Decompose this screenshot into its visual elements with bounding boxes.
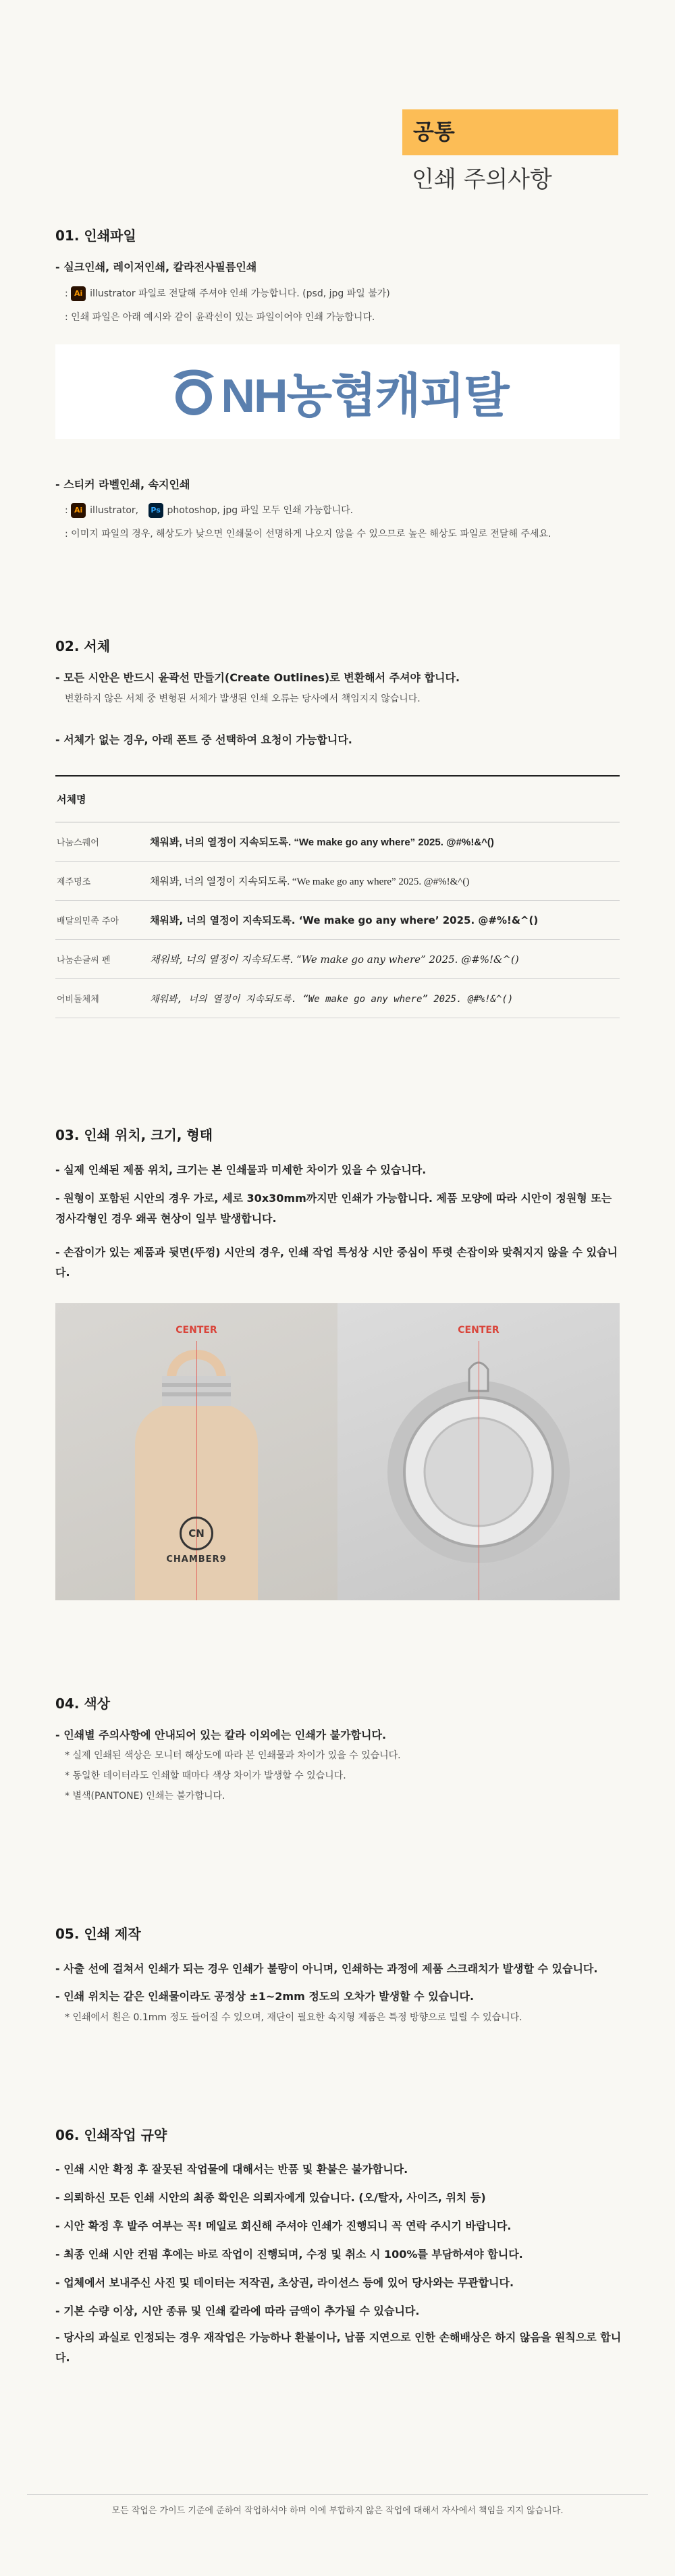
font-row [55,979,620,1018]
s3-bullet-2: - 원형이 포함된 시안의 경우 가로, 세로 30x30mm까지만 인쇄가 가능합니다. 제품 모양에 따라 시안이 정원형 또는 정사각형인 경우 왜곡 현상이 일부 발생합니다. [55,1192,612,1225]
s6-item: - 의뢰하신 모든 인쇄 시안의 최종 확인은 의뢰자에게 있습니다. (오/탈자, 사이즈, 위치 등) [55,2191,486,2204]
section-4-title: 04. 색상 [55,1696,111,1712]
header-badge [402,109,618,155]
center-label: CENTER [176,1325,217,1336]
section-1-title: 01. 인쇄파일 [55,228,136,244]
font-row [55,862,620,901]
s2-note-1: 변환하지 않은 서체 중 변형된 서체가 발생된 인쇄 오류는 당사에서 책임지지 않습니다. [65,693,421,704]
s1-note-4: : 이미지 파일의 경우, 해상도가 낮으면 인쇄물이 선명하게 나오지 않을 수 있으므로 높은 해상도 파일로 전달해 주세요. [65,529,551,540]
font-sample: 채워봐, 너의 열정이 지속되도록. “We make go any where” 2025. @#%!&^() [150,837,494,848]
s5-note-1: * 인쇄에서 흰은 0.1mm 정도 들어질 수 있으며, 재단이 필요한 속지형 제품은 특정 방향으로 밀릴 수 있습니다. [65,2012,522,2023]
s1-note-1 [65,286,390,301]
section-3-title: 03. 인쇄 위치, 크기, 형태 [55,1127,213,1143]
s1-note-3-b: photoshop, jpg 파일 모두 인쇄 가능합니다. [167,505,354,516]
s3-bullet-1: - 실제 인쇄된 제품 위치, 크기는 본 인쇄물과 미세한 차이가 있을 수 있습니다. [55,1163,427,1176]
s6-item: - 업체에서 보내주신 사진 및 데이터는 저작권, 초상권, 라이선스 등에 있어 당사와는 무관합니다. [55,2276,514,2289]
bottle-front-photo [55,1303,338,1600]
font-name: 배달의민족 주아 [57,916,119,926]
s4-note-2: * 동일한 데이터라도 인쇄할 때마다 색상 차이가 발생할 수 있습니다. [65,1770,346,1781]
section-2-title: 02. 서체 [55,638,111,654]
font-row [55,940,620,979]
font-table [55,775,620,1018]
example-logo-text: NH농협캐피탈 [221,369,508,422]
font-sample: 채워봐, 너의 열정이 지속되도록. ‘We make go any where’ 2025. @#%!&^() [150,914,539,926]
s1-bullet-2: - 스티커 라벨인쇄, 속지인쇄 [55,478,190,491]
s2-bullet-1: - 모든 시안은 반드시 윤곽선 만들기(Create Outlines)로 변환해서 주셔야 합니다. [55,671,460,684]
s5-bullet-1: - 사출 선에 걸쳐서 인쇄가 되는 경우 인쇄가 불량이 아니며, 인쇄하는 과정에 제품 스크래치가 발생할 수 있습니다. [55,1962,598,1975]
footer-text: 모든 작업은 가이드 기준에 준하여 작업하셔야 하며 이에 부합하지 않은 작업에 대해서 자사에서 책임을 지지 않습니다. [111,2506,564,2516]
font-name: 나눔스퀘어 [57,838,99,848]
s2-bullet-2: - 서체가 없는 경우, 아래 폰트 중 선택하여 요청이 가능합니다. [55,733,352,746]
s6-item: - 최종 인쇄 시안 컨펌 후에는 바로 작업이 진행되며, 수정 및 취소 시 100%를 부담하셔야 합니다. [55,2248,523,2261]
s6-item: - 인쇄 시안 확정 후 잘못된 작업물에 대해서는 반품 및 환불은 불가합니다. [55,2163,408,2176]
footer-divider [27,2494,648,2495]
bottle-lid-photo [338,1303,620,1600]
header-subtitle: 인쇄 주의사항 [412,166,552,193]
font-name: 어비돌체체 [57,995,99,1005]
s6-item: - 기본 수량 이상, 시안 종류 및 인쇄 칼라에 따라 금액이 추가될 수 있습니다. [55,2305,420,2317]
s6-item: - 당사의 과실로 인정되는 경우 재작업은 가능하나 환불이나, 납품 지연으로 인한 손해배상은 하지 않음을 원칙으로 합니다. [55,2331,622,2364]
colon-mark: : [65,288,68,299]
font-row [55,901,620,940]
font-row [55,822,620,862]
photoshop-icon: Ps [148,503,163,518]
colon-mark: : [65,505,68,516]
s4-note-1: * 실제 인쇄된 색상은 모니터 해상도에 따라 본 인쇄물과 차이가 있을 수 있습니다. [65,1750,401,1761]
s1-note-1-text: illustrator 파일로 전달해 주셔야 인쇄 가능합니다. (psd, jpg 파일 불가) [90,288,390,299]
brand-emblem: CN [180,1517,213,1550]
s6-item: - 시안 확정 후 발주 여부는 꼭! 메일로 회신해 주셔야 인쇄가 진행되니 꼭 연락 주시기 바랍니다. [55,2219,512,2232]
font-sample: 채워봐, 너의 열정이 지속되도록. “We make go any where” 2025. @#%!&^() [150,876,470,887]
center-label: CENTER [458,1325,500,1336]
brand-wordmark: CHAMBER9 [166,1554,227,1565]
s4-note-3: * 별색(PANTONE) 인쇄는 불가합니다. [65,1791,225,1802]
s1-note-2: : 인쇄 파일은 아래 예시와 같이 윤곽선이 있는 파일이어야 인쇄 가능합니다. [65,312,375,323]
font-table-header: 서체명 [55,775,620,822]
font-sample: 채워봐, 너의 열정이 지속되도록. “We make go any where” 2025. @#%!&^() [150,953,519,966]
header-badge-text: 공통 [413,119,455,144]
font-name: 제주명조 [57,877,91,887]
nh-logo-icon [167,365,221,419]
illustrator-icon: Ai [71,503,86,518]
s1-bullet-1: - 실크인쇄, 레이저인쇄, 칼라전사필름인쇄 [55,261,257,273]
s1-note-3 [65,503,353,518]
s3-bullet-3: - 손잡이가 있는 제품과 뒷면(뚜껑) 시안의 경우, 인쇄 작업 특성상 시안 중심이 뚜렷 손잡이와 맞춰지지 않을 수 있습니다. [55,1246,618,1279]
font-sample: 채워봐, 너의 열정이 지속되도록. “We make go any where” 2025. @#%!&^() [150,993,514,1005]
illustrator-icon: Ai [71,286,86,301]
example-logo-panel [55,344,620,439]
section-6-title: 06. 인쇄작업 규약 [55,2127,167,2143]
s5-bullet-2: - 인쇄 위치는 같은 인쇄물이라도 공정상 ±1~2mm 정도의 오차가 발생할 수 있습니다. [55,1990,475,2003]
s4-bullet-1: - 인쇄별 주의사항에 안내되어 있는 칼라 이외에는 인쇄가 불가합니다. [55,1729,387,1741]
font-name: 나눔손글씨 펜 [57,955,111,966]
s1-note-3-a: illustrator, [90,505,139,516]
section-5-title: 05. 인쇄 제작 [55,1926,141,1942]
